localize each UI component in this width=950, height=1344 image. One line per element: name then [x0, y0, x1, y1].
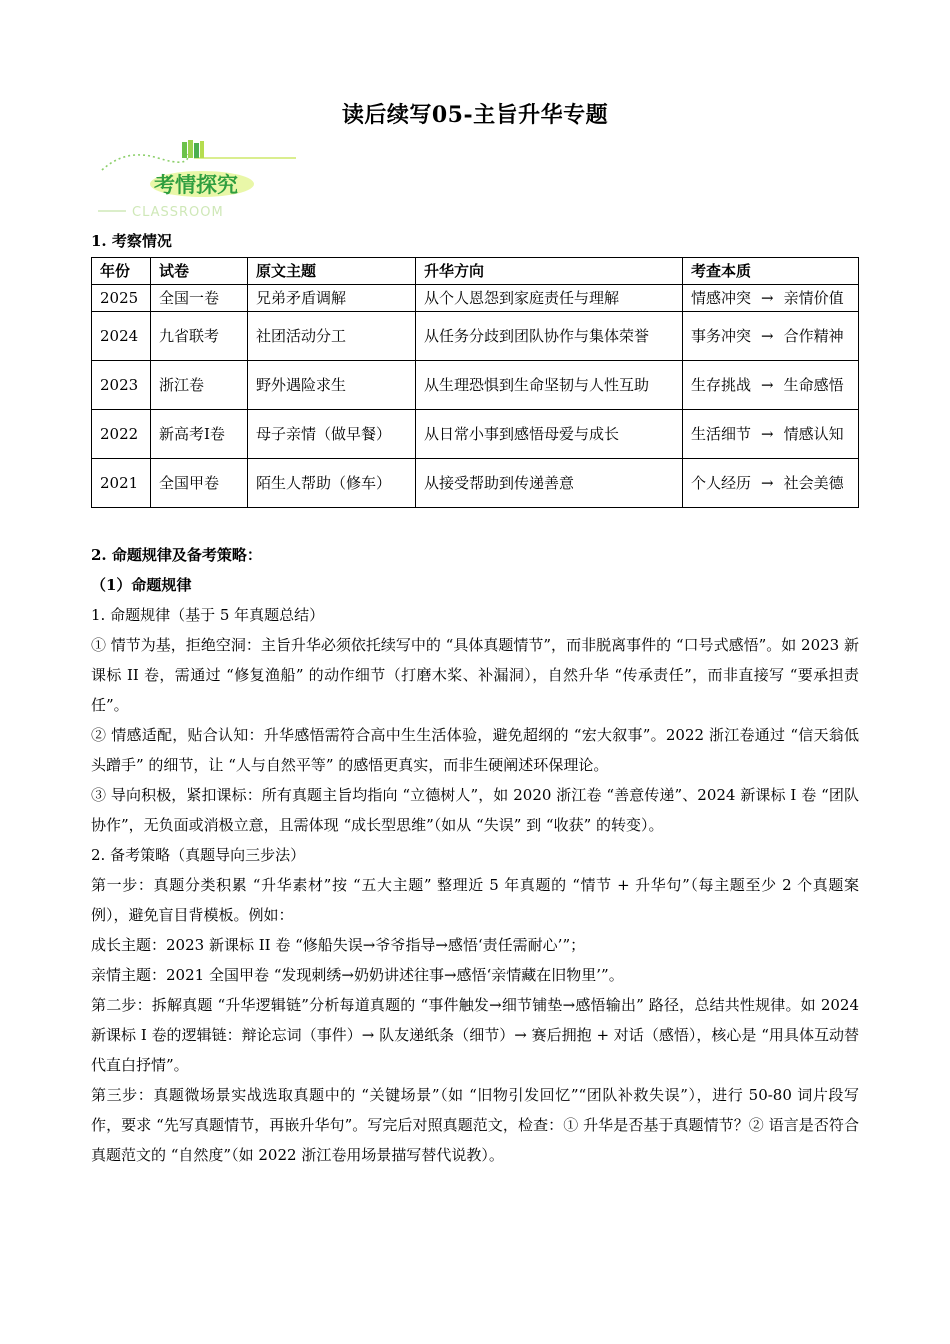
page-title: 读后续写05-主旨升华专题 — [341, 102, 609, 128]
essence-from: 事务冲突 — [691, 327, 752, 345]
paragraph-rule-title: 1. 命题规律（基于 5 年真题总结） — [91, 606, 325, 624]
essence-from: 情感冲突 — [691, 289, 752, 307]
arrow-icon: → — [761, 474, 774, 492]
cell-direction: 从任务分歧到团队协作与集体荣誉 — [416, 312, 683, 361]
header-direction: 升华方向 — [416, 258, 683, 285]
cell-paper: 全国甲卷 — [151, 459, 248, 508]
arrow-icon: → — [761, 376, 774, 394]
arrow-icon: → — [761, 327, 774, 345]
cell-year: 2024 — [92, 312, 151, 361]
table-row — [92, 361, 859, 410]
paragraph-rule-3: ③ 导向积极，紧扣课标：所有真题主旨均指向 “立德树人”，如 2020 浙江卷 “善意传递”、2024 新课标 I 卷 “团队协作”，无负面或消极立意，且需体现 “成长型思维”（如从 “失误” 到 “收获” 的转变）。 — [91, 786, 859, 834]
paragraph-example-growth: 成长主题：2023 新课标 II 卷 “修船失误→爷爷指导→感悟‘责任需耐心’”； — [91, 936, 586, 954]
cell-year: 2022 — [92, 410, 151, 459]
cell-theme: 陌生人帮助（修车） — [248, 459, 416, 508]
cell-paper: 九省联考 — [151, 312, 248, 361]
essence-from: 生存挑战 — [691, 376, 752, 394]
essence-to: 情感认知 — [783, 425, 844, 443]
essence-to: 合作精神 — [783, 327, 844, 345]
section1-heading: 1. 考察情况 — [91, 232, 172, 250]
section2-subheading: （1）命题规律 — [91, 576, 192, 594]
header-essence: 考查本质 — [683, 258, 859, 285]
cell-direction: 从个人恩怨到家庭责任与理解 — [416, 285, 683, 312]
classroom-logo — [96, 140, 300, 220]
cell-direction: 从生理恐惧到生命坚韧与人性互助 — [416, 361, 683, 410]
paragraph-rule-2: ② 情感适配，贴合认知：升华感悟需符合高中生生活体验，避免超纲的 “宏大叙事”。2022 浙江卷通过 “信天翁低头蹭手” 的细节，让 “人与自然平等” 的感悟更真实，而非生硬阐述环保理论。 — [91, 726, 859, 774]
header-theme: 原文主题 — [248, 258, 416, 285]
cell-year: 2025 — [92, 285, 151, 312]
header-year: 年份 — [92, 258, 151, 285]
classroom-logo-graphic — [96, 140, 300, 220]
cell-essence — [683, 410, 859, 459]
essence-from: 生活细节 — [691, 425, 752, 443]
arrow-icon: → — [761, 289, 774, 307]
cell-paper: 全国一卷 — [151, 285, 248, 312]
cell-paper: 浙江卷 — [151, 361, 248, 410]
cell-theme: 社团活动分工 — [248, 312, 416, 361]
cell-theme: 兄弟矛盾调解 — [248, 285, 416, 312]
paragraph-strategy-title: 2. 备考策略（真题导向三步法） — [91, 846, 306, 864]
exam-table — [91, 257, 859, 508]
cell-essence — [683, 312, 859, 361]
section2-body — [91, 540, 859, 1170]
essence-to: 社会美德 — [783, 474, 844, 492]
paragraph-step-1: 第一步：真题分类积累 “升华素材”按 “五大主题” 整理近 5 年真题的 “情节 + 升华句”（每主题至少 2 个真题案例），避免盲目背模板。例如： — [91, 876, 859, 924]
cell-year: 2021 — [92, 459, 151, 508]
arrow-icon: → — [761, 425, 774, 443]
table-row — [92, 312, 859, 361]
paragraph-rule-1: ① 情节为基，拒绝空洞：主旨升华必须依托续写中的 “具体真题情节”，而非脱离事件的 “口号式感悟”。如 2023 新课标 II 卷，需通过 “修复渔船” 的动作细节（打磨木桨、补漏洞），自然升华 “传承责任”，而非直接写 “要承担责任”。 — [91, 636, 859, 714]
table-row — [92, 285, 859, 312]
cell-year: 2023 — [92, 361, 151, 410]
cell-direction: 从日常小事到感悟母爱与成长 — [416, 410, 683, 459]
cell-essence — [683, 361, 859, 410]
cell-essence — [683, 459, 859, 508]
cell-theme: 野外遇险求生 — [248, 361, 416, 410]
cell-theme: 母子亲情（做早餐） — [248, 410, 416, 459]
header-paper: 试卷 — [151, 258, 248, 285]
essence-to: 亲情价值 — [783, 289, 844, 307]
cell-essence — [683, 285, 859, 312]
section2-heading: 2. 命题规律及备考策略： — [91, 546, 262, 564]
table-header-row — [92, 258, 859, 285]
cell-paper: 新高考I卷 — [151, 410, 248, 459]
essence-from: 个人经历 — [691, 474, 752, 492]
logo-title: 考情探究 — [154, 173, 238, 197]
cell-direction: 从接受帮助到传递善意 — [416, 459, 683, 508]
table-row — [92, 459, 859, 508]
paragraph-step-3: 第三步：真题微场景实战选取真题中的 “关键场景”（如 “旧物引发回忆”“团队补救失误”），进行 50-80 词片段写作，要求 “先写真题情节，再嵌升华句”。写完后对照真题范文，检查：① 升华是否基于真题情节？② 语言是否符合真题范文的 “自然度”（如 2022 浙江卷用场景描写替代说教）。 — [91, 1086, 859, 1164]
paragraph-example-family: 亲情主题：2021 全国甲卷 “发现刺绣→奶奶讲述往事→感悟‘亲情藏在旧物里’”。 — [91, 966, 624, 984]
table-row — [92, 410, 859, 459]
essence-to: 生命感悟 — [783, 376, 844, 394]
paragraph-step-2: 第二步：拆解真题 “升华逻辑链”分析每道真题的 “事件触发→细节铺垫→感悟输出” 路径，总结共性规律。如 2024 新课标 I 卷的逻辑链：辩论忘词（事件）→ 队友递纸条（细节）→ 赛后拥抱 + 对话（感悟），核心是 “用具体互动替代直白抒情”。 — [91, 996, 859, 1074]
logo-subtitle: CLASSROOM — [132, 205, 224, 220]
